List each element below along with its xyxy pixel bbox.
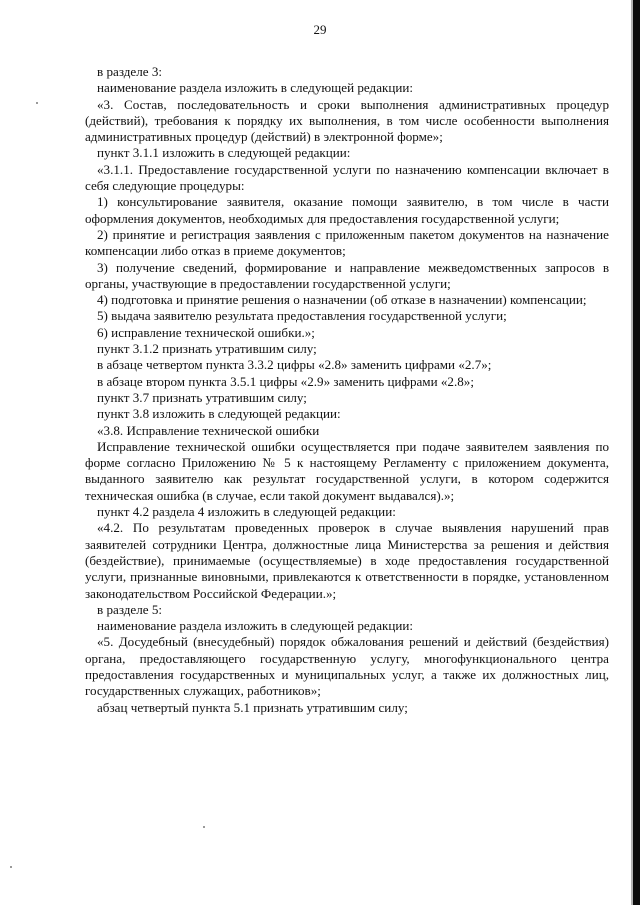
paragraph-procedure-3: 3) получение сведений, формирование и направление межведомственных запросов в органы, участвующие в предоставлении государственной услуги;	[85, 259, 609, 291]
document-body	[85, 64, 609, 716]
scan-speck	[203, 826, 205, 828]
paragraph-section-3-title-instruction: наименование раздела изложить в следующей редакции:	[97, 80, 414, 96]
paragraph-procedure-5: 5) выдача заявителю результата предоставления государственной услуги;	[97, 308, 507, 324]
scan-speck	[36, 102, 38, 104]
page-number: 29	[313, 22, 327, 37]
paragraph-section-5-title: «5. Досудебный (внесудебный) порядок обжалования решений и действий (бездействия) органа, предоставляющего государственную услугу, многофункционального центра предоставления государственных и муниципальных услуг, а также их должностных лиц, государственных служащих, работников»;	[85, 634, 609, 699]
paragraph-3-8-body: Исправление технической ошибки осуществляется при подаче заявителем заявления по форме согласно Приложению № 5 к настоящему Регламенту с приложением документа, выданного заявителю как результат государственной услуги, в котором содержится техническая ошибка (в случае, если такой документ выдавался).»;	[85, 438, 609, 503]
paragraph-procedure-6: 6) исправление технической ошибки.»;	[97, 324, 315, 340]
scan-edge	[633, 0, 640, 905]
paragraph-3-3-2-amendment: в абзаце четвертом пункта 3.3.2 цифры «2.8» заменить цифрами «2.7»;	[97, 357, 492, 373]
paragraph-procedure-2: 2) принятие и регистрация заявления с приложенным пакетом документов на назначение компенсации либо отказ в приеме документов;	[85, 226, 609, 259]
paragraph-4-2-body: «4.2. По результатам проведенных проверок в случае выявления нарушений прав заявителей сотрудники Центра, должностные лица Министерства за решения и действия (бездействие), принимаемые (осуществляемые) в ходе предоставления государственной услуги, признанные виновными, привлекаются к ответственности в порядке, установленном законодательством Российской Федерации.»;	[85, 520, 609, 601]
paragraph-3-8-title: «3.8. Исправление технической ошибки	[97, 422, 320, 438]
paragraph-procedure-1: 1) консультирование заявителя, оказание помощи заявителю, в том числе в части оформления документов, необходимых для предоставления государственной услуги;	[85, 194, 609, 226]
paragraph-section-3-intro: в разделе 3:	[97, 64, 163, 79]
scan-speck	[10, 866, 12, 868]
paragraph-3-1-1: «3.1.1. Предоставление государственной услуги по назначению компенсации включает в себя следующие процедуры:	[85, 161, 609, 194]
paragraph-section-5-title-instruction: наименование раздела изложить в следующей редакции:	[97, 618, 414, 634]
paragraph-3-8-instruction: пункт 3.8 изложить в следующей редакции:	[97, 406, 341, 422]
paragraph-3-1-2-repeal: пункт 3.1.2 признать утратившим силу;	[97, 341, 317, 357]
paragraph-4-2-instruction: пункт 4.2 раздела 4 изложить в следующей редакции:	[97, 504, 396, 520]
paragraph-3-7-repeal: пункт 3.7 признать утратившим силу;	[97, 389, 307, 405]
paragraph-section-3-title: «3. Состав, последовательность и сроки выполнения административных процедур (действий), требования к порядку их выполнения, в том числе особенности выполнения административных процедур (действий) в электронной форме»;	[85, 96, 609, 145]
paragraph-3-5-1-amendment: в абзаце втором пункта 3.5.1 цифры «2.9» заменить цифрами «2.8»;	[97, 373, 474, 389]
paragraph-procedure-4: 4) подготовка и принятие решения о назначении (об отказе в назначении) компенсации;	[97, 292, 587, 308]
paragraph-section-5-intro: в разделе 5:	[97, 601, 163, 617]
paragraph-3-1-1-instruction: пункт 3.1.1 изложить в следующей редакции:	[97, 145, 351, 161]
paragraph-5-1-repeal: абзац четвертый пункта 5.1 признать утратившим силу;	[97, 699, 408, 715]
